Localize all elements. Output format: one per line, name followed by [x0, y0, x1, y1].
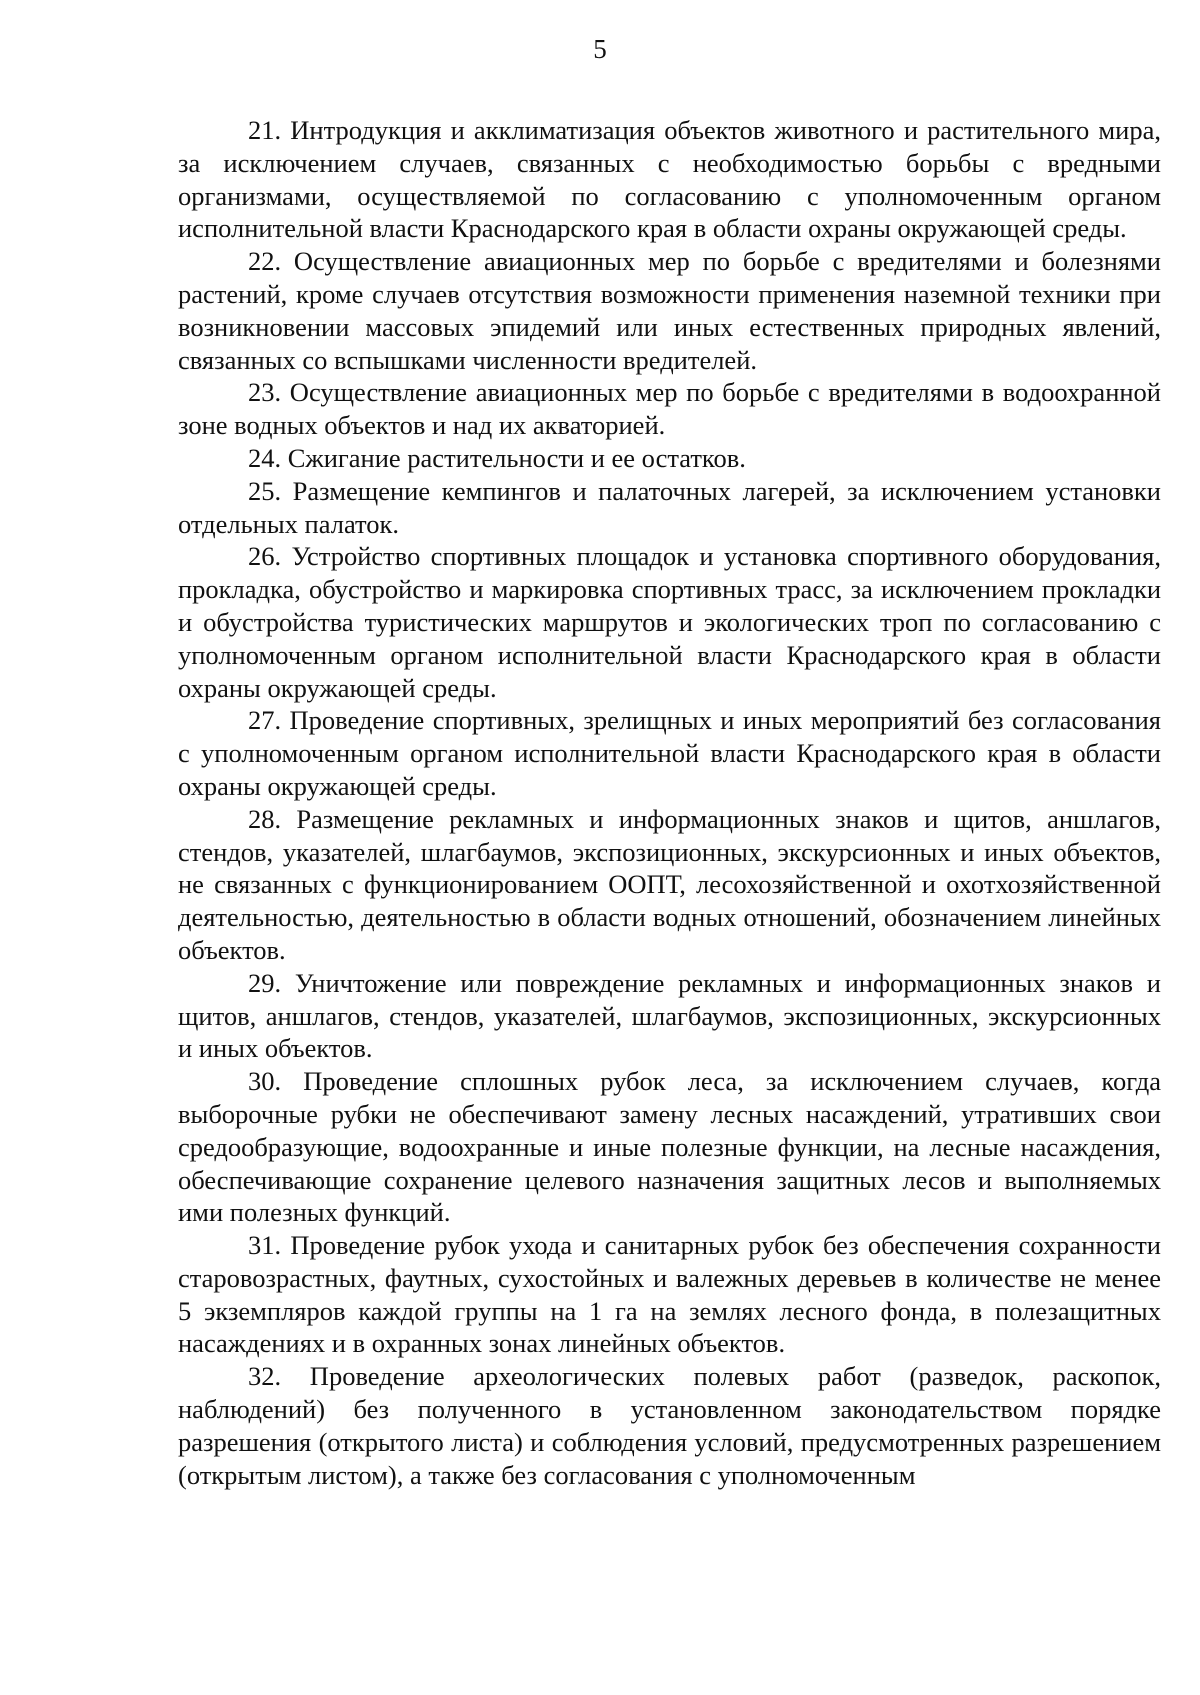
- paragraph-31: 31. Проведение рубок ухода и санитарных рубок без обеспечения сохранности старовозрастных, фаутных, сухостойных и валежных деревьев в количестве не менее 5 экземпляров каждой группы на 1 га на землях лесного фонда, в полезащитных насаждениях и в охранных зонах линейных объектов.: [178, 1230, 1161, 1359]
- paragraph-25: 25. Размещение кемпингов и палаточных лагерей, за исключением установки отдельных палаток.: [178, 475, 1161, 539]
- paragraph-30: 30. Проведение сплошных рубок леса, за исключением случаев, когда выборочные рубки не обеспечивают замену лесных насаждений, утративших свои средообразующие, водоохранные и иные полезные функции, на лесные насаждения, обеспечивающие сохранение целевого назначения защитных лесов и выполняемых ими полезных функций.: [178, 1066, 1161, 1228]
- paragraph-23: 23. Осуществление авиационных мер по борьбе с вредителями в водоохранной зоне водных объектов и над их акваторией.: [178, 377, 1161, 441]
- paragraph-28: 28. Размещение рекламных и информационных знаков и щитов, аншлагов, стендов, указателей, шлагбаумов, экспозиционных, экскурсионных и иных объектов, не связанных с функционированием ООПТ, лесохозяйственной и охотхозяйственной деятельностью, деятельностью в области водных отношений, обозначением линейных объектов.: [178, 803, 1161, 965]
- paragraph-27: 27. Проведение спортивных, зрелищных и иных мероприятий без согласования с уполномоченным органом исполнительной власти Краснодарского края в области охраны окружающей среды.: [178, 705, 1161, 801]
- paragraph-29: 29. Уничтожение или повреждение рекламных и информационных знаков и щитов, аншлагов, стендов, указателей, шлагбаумов, экспозиционных, экскурсионных и иных объектов.: [178, 967, 1161, 1064]
- paragraph-21: 21. Интродукция и акклиматизация объектов животного и растительного мира, за исключением случаев, связанных с необходимостью борьбы с вредными организмами, осуществляемой по согласованию с уполномоченным органом исполнительной власти Краснодарского края в области охраны окружающей среды.: [178, 115, 1161, 244]
- page-number: 5: [593, 34, 607, 64]
- document-body: [178, 114, 1161, 1491]
- paragraph-24: 24. Сжигание растительности и ее остатков.: [248, 442, 746, 473]
- paragraph-32: 32. Проведение археологических полевых работ (разведок, раскопок, наблюдений) без полученного в установленном законодательством порядке разрешения (открытого листа) и соблюдения условий, предусмотренных разрешением (открытым листом), а также без согласования с уполномоченным: [178, 1361, 1161, 1490]
- paragraph-22: 22. Осуществление авиационных мер по борьбе с вредителями и болезнями растений, кроме случаев отсутствия возможности применения наземной техники при возникновении массовых эпидемий или иных естественных природных явлений, связанных со вспышками численности вредителей.: [178, 246, 1161, 375]
- paragraph-26: 26. Устройство спортивных площадок и установка спортивного оборудования, прокладка, обустройство и маркировка спортивных трасс, за исключением прокладки и обустройства туристических маршрутов и экологических троп по согласованию с уполномоченным органом исполнительной власти Краснодарского края в области охраны окружающей среды.: [178, 541, 1161, 703]
